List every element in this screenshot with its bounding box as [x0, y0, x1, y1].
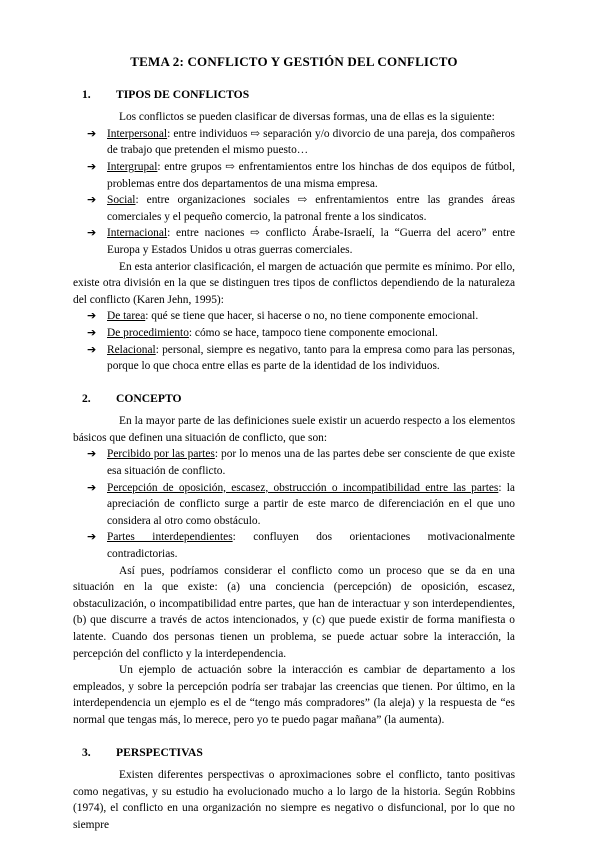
list-item — [73, 480, 515, 530]
section-concepto — [73, 391, 515, 729]
arrow-icon: ➔ — [87, 159, 97, 173]
list-item — [73, 192, 515, 225]
section-heading — [73, 87, 515, 104]
section-heading — [73, 391, 515, 408]
list-item — [73, 308, 515, 325]
definition: : personal, siempre es negativo, tanto para la empresa como para las personas, porque lo que choca entre ellas es parte de la identidad de los individuos. — [107, 343, 515, 373]
arrow-icon: ➔ — [87, 325, 97, 339]
arrow-icon: ➔ — [87, 480, 97, 494]
list-item — [73, 325, 515, 342]
section-number: 2. — [82, 391, 91, 405]
term: Interpersonal — [107, 127, 168, 140]
definition: : la apreciación de conflicto surge a partir de este marco de diferenciación en el que uno considera al otro como obstáculo. — [107, 481, 515, 527]
arrow-icon: ➔ — [87, 193, 97, 207]
spacer — [73, 729, 515, 745]
list-item — [73, 159, 515, 192]
term: De procedimiento — [107, 326, 189, 339]
paragraph: Así pues, podríamos considerar el conflicto como un proceso que se da en una situación en la que existe: (a) una conciencia (percepción) de oposición, escasez, obstaculización, o incompatibilidad entre partes, que han de interactuar y son interdependientes, (b) que discurre a través de actos intencionados, y (c) que puede existir de forma manifiesta o latente. Cuando dos personas tienen un problema, se puede actuar sobre la interacción, la percepción del conflicto y la interdependencia. — [73, 564, 515, 660]
definition: : entre grupos ⇨ enfrentamientos entre los hinchas de dos equipos de fútbol, problemas entre dos departamentos de una misma empresa. — [107, 160, 515, 190]
spacer — [73, 375, 515, 391]
section-title: CONCEPTO — [116, 391, 182, 405]
paragraph: Los conflictos se pueden clasificar de diversas formas, una de ellas es la siguiente: — [119, 111, 495, 124]
list-item — [73, 446, 515, 479]
section-number: 3. — [82, 745, 91, 759]
arrow-icon: ➔ — [87, 309, 97, 323]
arrow-icon: ➔ — [87, 126, 97, 140]
term: Internacional — [107, 227, 168, 240]
term: De tarea — [107, 310, 146, 323]
arrow-icon: ➔ — [87, 342, 97, 356]
section-number: 1. — [82, 87, 91, 101]
list-item — [73, 225, 515, 258]
term: Partes interdependientes — [107, 531, 233, 544]
section-heading — [73, 745, 515, 762]
definition: : por lo menos una de las partes debe ser consciente de que existe esa situación de conflicto. — [107, 448, 516, 478]
term: Relacional — [107, 343, 156, 356]
document-title: TEMA 2: CONFLICTO Y GESTIÓN DEL CONFLICTO — [130, 54, 458, 69]
definition: : cómo se hace, tampoco tiene componente emocional. — [188, 326, 438, 339]
bullet-list — [73, 126, 515, 259]
bullet-list — [73, 308, 515, 374]
term: Percepción de oposición, escasez, obstrucción o incompatibilidad entre las partes — [107, 481, 499, 494]
paragraph: Existen diferentes perspectivas o aproximaciones sobre el conflicto, tanto positivas como negativas, y su estudio ha evolucionado mucho a lo largo de la historia. Según Robbins (1974), el conflicto en una organización no siempre es negativo o disfuncional, por lo que no siempre — [73, 769, 515, 831]
bullet-list — [73, 446, 515, 562]
section-tipos-de-conflictos — [73, 87, 515, 375]
list-item — [73, 126, 515, 159]
paragraph: En la mayor parte de las definiciones suele existir un acuerdo respecto a los elementos básicos que definen una situación de conflicto, que son: — [73, 415, 515, 444]
arrow-icon: ➔ — [87, 447, 97, 461]
list-item — [73, 342, 515, 375]
term: Percibido por las partes — [107, 448, 215, 461]
list-item — [73, 529, 515, 562]
term: Intergrupal — [107, 160, 158, 173]
definition: : qué se tiene que hacer, si hacerse o no, no tiene componente emocional. — [145, 310, 479, 323]
paragraph: Un ejemplo de actuación sobre la interacción es cambiar de departamento a los empleados, y sobre la percepción podría ser trabajar las creencias que tienen. Por último, en la interdependencia un ejemplo es el de “tengo más compradores” (la aleja) y la respuesta de “es normal que tengas más, lo merece, pero yo te puedo pagar mañana” (la aumenta). — [73, 664, 515, 726]
section-title: TIPOS DE CONFLICTOS — [116, 87, 250, 101]
definition: : entre individuos ⇨ separación y/o divorcio de una pareja, dos compañeros de trabajo que pretenden el mismo puesto… — [107, 127, 515, 157]
arrow-icon: ➔ — [87, 226, 97, 240]
arrow-icon: ➔ — [87, 530, 97, 544]
paragraph: En esta anterior clasificación, el margen de actuación que permite es mínimo. Por ello, existe otra división en la que se distinguen tres tipos de conflictos dependiendo de la naturaleza del conflicto (Karen Jehn, 1995): — [73, 260, 515, 306]
term: Social — [107, 194, 136, 207]
definition: : entre naciones ⇨ conflicto Árabe-Israelí, la “Guerra del acero” entre Europa y Estados Unidos u otras guerras comerciales. — [107, 227, 515, 256]
section-perspectivas — [73, 745, 515, 834]
definition: : confluyen dos orientaciones motivacionalmente contradictorias. — [107, 531, 515, 561]
definition: : entre organizaciones sociales ⇨ enfrentamientos entre las grandes áreas comerciales y el pequeño comercio, la patronal frente a los sindicatos. — [107, 194, 515, 223]
section-title: PERSPECTIVAS — [116, 745, 203, 759]
